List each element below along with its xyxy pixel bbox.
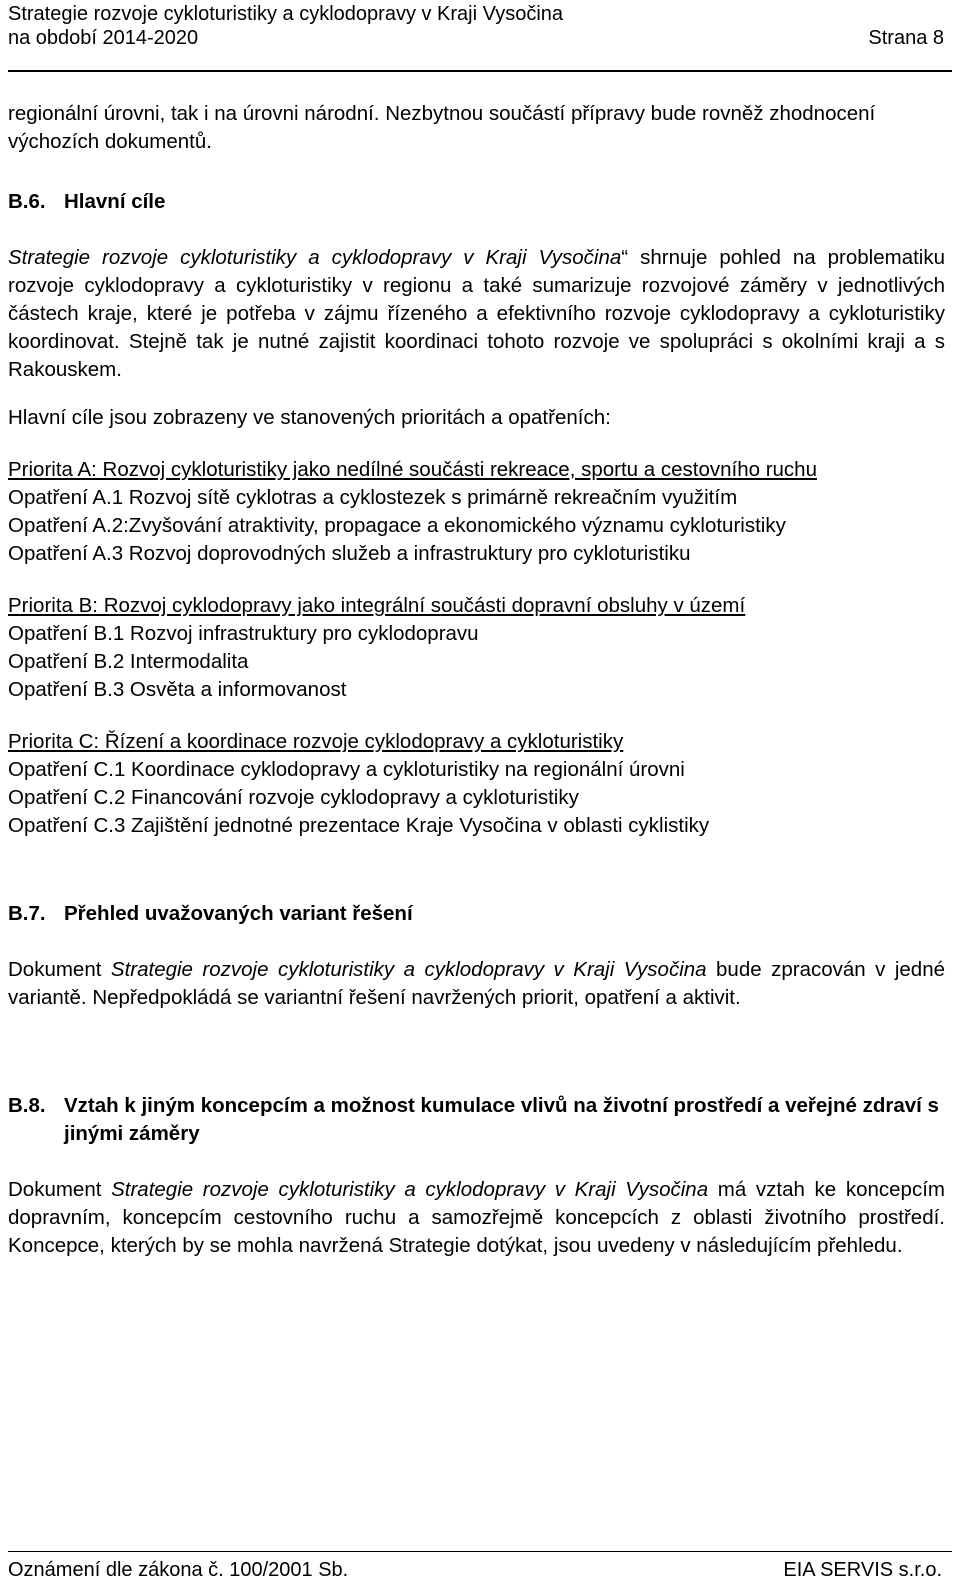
b8-paragraph-end: má vztah ke koncepcím dopravním, koncepcím cestovního ruchu a samozřejmě koncepcích z oblasti životního prostředí. Koncepce, kterých by se mohla navržená Strategie dotýkat, jsou uvedeny v následujícím přehledu.: [8, 1178, 945, 1257]
b8-paragraph: [8, 1176, 945, 1260]
section-number: B.6.: [8, 190, 46, 213]
page-header: [8, 0, 952, 72]
measure-c3: Opatření C.3 Zajištění jednotné prezentace Kraje Vysočina v oblasti cyklistiky: [8, 814, 710, 837]
header-period: na období 2014-2020: [8, 27, 199, 49]
b8-paragraph-start: Dokument: [8, 1178, 112, 1201]
measure-a2: Opatření A.2:Zvyšování atraktivity, propagace a ekonomického významu cykloturistiky: [8, 514, 786, 537]
page-number: Strana 8: [868, 27, 944, 49]
b6-paragraph-1: [8, 244, 945, 384]
measure-b1: Opatření B.1 Rozvoj infrastruktury pro cyklodopravu: [8, 622, 479, 645]
b6-paragraph-1-text: “ shrnuje pohled na problematiku rozvoje cyklodopravy a cykloturistiky v regionu a také sumarizuje rozvojové záměry v jednotlivých částech kraje, které je potřeba v zájmu řízeného a efektivního rozvoje cyklodopravy a cykloturistiky koordinovat. Stejně tak je nutné zajistit koordinaci tohoto rozvoje ve spolupráci s okolními kraji a s Rakouskem.: [8, 246, 946, 381]
page-footer: [8, 1551, 952, 1588]
strategy-title-italic: Strategie rozvoje cykloturistiky a cyklodopravy v Kraji Vysočina: [8, 246, 622, 269]
document-body: [8, 100, 945, 1260]
priority-a: Priorita A: Rozvoj cykloturistiky jako nedílné součásti rekreace, sportu a cestovního ruchu: [8, 458, 817, 481]
section-b8-heading: [8, 1092, 945, 1148]
intro-paragraph: regionální úrovni, tak i na úrovni národní. Nezbytnou součástí přípravy bude rovněž zhodnocení výchozích dokumentů.: [8, 102, 876, 153]
b6-paragraph-2: Hlavní cíle jsou zobrazeny ve stanovených prioritách a opatřeních:: [8, 406, 611, 429]
measure-c1: Opatření C.1 Koordinace cyklodopravy a cykloturistiky na regionální úrovni: [8, 758, 685, 781]
measure-a3: Opatření A.3 Rozvoj doprovodných služeb a infrastruktury pro cykloturistiku: [8, 542, 691, 565]
section-number: B.7.: [8, 902, 46, 925]
priority-c: Priorita C: Řízení a koordinace rozvoje cyklodopravy a cykloturistiky: [8, 730, 624, 753]
header-title: Strategie rozvoje cykloturistiky a cyklodopravy v Kraji Vysočina: [8, 3, 564, 25]
measure-b3: Opatření B.3 Osvěta a informovanost: [8, 678, 347, 701]
measure-b2: Opatření B.2 Intermodalita: [8, 650, 249, 673]
measure-a1: Opatření A.1 Rozvoj sítě cyklotras a cyklostezek s primárně rekreačním využitím: [8, 486, 738, 509]
section-b6-heading: [8, 188, 945, 216]
b7-paragraph-end: bude zpracován v jedné variantě. Nepředpokládá se variantní řešení navržených priorit, opatření a aktivit.: [8, 958, 945, 1009]
b7-paragraph-start: Dokument: [8, 958, 111, 981]
measure-c2: Opatření C.2 Financování rozvoje cyklodopravy a cykloturistiky: [8, 786, 579, 809]
footer-law-reference: Oznámení dle zákona č. 100/2001 Sb.: [8, 1559, 349, 1581]
section-b7-heading: [8, 900, 945, 928]
priority-b: Priorita B: Rozvoj cyklodopravy jako integrální součásti dopravní obsluhy v území: [8, 594, 746, 617]
strategy-title-italic: Strategie rozvoje cykloturistiky a cyklodopravy v Kraji Vysočina: [111, 1178, 709, 1201]
strategy-title-italic: Strategie rozvoje cykloturistiky a cyklodopravy v Kraji Vysočina: [110, 958, 707, 981]
section-title: Přehled uvažovaných variant řešení: [64, 902, 413, 925]
section-title: Vztah k jiným koncepcím a možnost kumulace vlivů na životní prostředí a veřejné zdraví s jinými záměry: [64, 1094, 939, 1145]
section-number: B.8.: [8, 1094, 46, 1117]
section-title: Hlavní cíle: [64, 190, 166, 213]
b7-paragraph: [8, 956, 945, 1012]
footer-company: EIA SERVIS s.r.o.: [783, 1559, 942, 1581]
